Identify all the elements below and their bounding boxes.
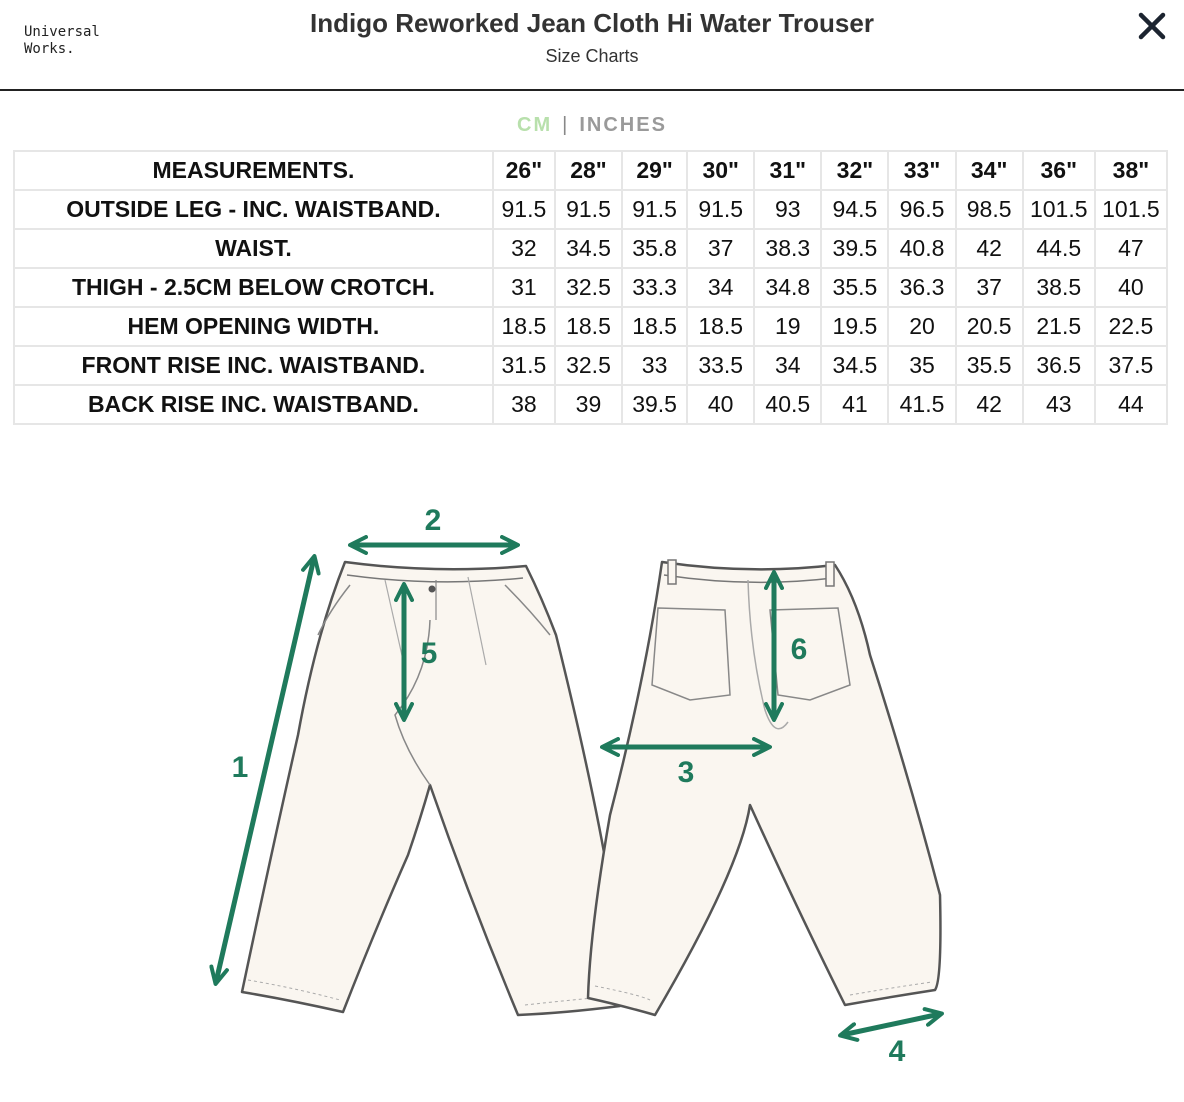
header-size: 34": [956, 151, 1023, 190]
measurement-label: OUTSIDE LEG - INC. WAISTBAND.: [14, 190, 493, 229]
measurement-label: WAIST.: [14, 229, 493, 268]
unit-separator: |: [562, 114, 570, 136]
measurement-value: 93: [754, 190, 821, 229]
measurement-value: 37.5: [1095, 346, 1167, 385]
label-2: 2: [424, 504, 442, 537]
measurement-value: 18.5: [555, 307, 622, 346]
table-header-row: [14, 151, 1167, 190]
measurement-value: 40.5: [754, 385, 821, 424]
measurement-value: 42: [956, 229, 1023, 268]
measurement-value: 35: [888, 346, 955, 385]
measurement-value: 34: [687, 268, 754, 307]
measurement-value: 39.5: [622, 385, 687, 424]
measurement-value: 39: [555, 385, 622, 424]
measurement-value: 38: [493, 385, 555, 424]
size-chart-table: [13, 150, 1168, 425]
table-row: [14, 307, 1167, 346]
measurement-value: 21.5: [1023, 307, 1095, 346]
table-row: [14, 229, 1167, 268]
measurement-value: 18.5: [622, 307, 687, 346]
unit-toggle: [0, 114, 1184, 137]
measurement-value: 40: [687, 385, 754, 424]
measurement-value: 35.8: [622, 229, 687, 268]
measurement-value: 34: [754, 346, 821, 385]
label-5: 5: [420, 637, 438, 670]
measurement-value: 31.5: [493, 346, 555, 385]
measurement-value: 33.3: [622, 268, 687, 307]
measurement-value: 40: [1095, 268, 1167, 307]
header-size: 29": [622, 151, 687, 190]
table-row: [14, 190, 1167, 229]
measurement-value: 91.5: [555, 190, 622, 229]
measurement-value: 101.5: [1023, 190, 1095, 229]
measurement-value: 19: [754, 307, 821, 346]
measurement-value: 33: [622, 346, 687, 385]
modal-subtitle: Size Charts: [545, 46, 639, 66]
measurement-value: 32.5: [555, 268, 622, 307]
trouser-measurement-diagram: [190, 490, 960, 1080]
measurement-value: 43: [1023, 385, 1095, 424]
measurement-value: 44: [1095, 385, 1167, 424]
measurement-value: 36.3: [888, 268, 955, 307]
table-row: [14, 346, 1167, 385]
measurement-value: 41.5: [888, 385, 955, 424]
label-3: 3: [677, 756, 695, 789]
measurement-value: 96.5: [888, 190, 955, 229]
measurement-label: HEM OPENING WIDTH.: [14, 307, 493, 346]
measurement-value: 39.5: [821, 229, 888, 268]
measurement-value: 37: [687, 229, 754, 268]
measurement-value: 37: [956, 268, 1023, 307]
measurement-value: 34.8: [754, 268, 821, 307]
measurement-value: 32.5: [555, 346, 622, 385]
measurement-value: 18.5: [687, 307, 754, 346]
measurement-value: 36.5: [1023, 346, 1095, 385]
measurement-value: 91.5: [622, 190, 687, 229]
label-6: 6: [790, 633, 808, 666]
header-measurements: MEASUREMENTS.: [14, 151, 493, 190]
measurement-label: THIGH - 2.5CM BELOW CROTCH.: [14, 268, 493, 307]
header-size: 30": [687, 151, 754, 190]
measurement-value: 20: [888, 307, 955, 346]
brand-logo: Universal Works.: [24, 24, 100, 57]
close-icon: [1134, 8, 1170, 44]
unit-cm-tab[interactable]: CM: [517, 114, 553, 136]
header-size: 33": [888, 151, 955, 190]
measurement-value: 38.3: [754, 229, 821, 268]
table-row: [14, 385, 1167, 424]
modal-header: [0, 0, 1184, 91]
header-size: 36": [1023, 151, 1095, 190]
front-trouser-illustration: [242, 562, 630, 1015]
measurement-value: 31: [493, 268, 555, 307]
measurement-value: 35.5: [821, 268, 888, 307]
label-4: 4: [888, 1035, 906, 1068]
measurement-label: FRONT RISE INC. WAISTBAND.: [14, 346, 493, 385]
unit-inches-tab[interactable]: INCHES: [579, 114, 667, 136]
measurement-value: 40.8: [888, 229, 955, 268]
header-size: 26": [493, 151, 555, 190]
label-1: 1: [231, 751, 249, 784]
measurement-value: 34.5: [821, 346, 888, 385]
measurement-label: BACK RISE INC. WAISTBAND.: [14, 385, 493, 424]
measurement-value: 41: [821, 385, 888, 424]
measurement-value: 38.5: [1023, 268, 1095, 307]
header-size: 38": [1095, 151, 1167, 190]
header-size: 28": [555, 151, 622, 190]
close-button[interactable]: [1134, 8, 1170, 44]
header-size: 31": [754, 151, 821, 190]
measurement-value: 22.5: [1095, 307, 1167, 346]
measurement-value: 19.5: [821, 307, 888, 346]
measurement-value: 47: [1095, 229, 1167, 268]
table-row: [14, 268, 1167, 307]
arrow-hem: [842, 1014, 940, 1035]
measurement-value: 94.5: [821, 190, 888, 229]
measurement-value: 42: [956, 385, 1023, 424]
back-trouser-illustration: [588, 560, 940, 1015]
measurement-value: 18.5: [493, 307, 555, 346]
measurement-value: 33.5: [687, 346, 754, 385]
measurement-value: 35.5: [956, 346, 1023, 385]
measurement-value: 91.5: [493, 190, 555, 229]
measurement-value: 20.5: [956, 307, 1023, 346]
measurement-value: 91.5: [687, 190, 754, 229]
measurement-value: 98.5: [956, 190, 1023, 229]
measurement-value: 101.5: [1095, 190, 1167, 229]
header-size: 32": [821, 151, 888, 190]
measurement-value: 34.5: [555, 229, 622, 268]
measurement-value: 44.5: [1023, 229, 1095, 268]
measurement-value: 32: [493, 229, 555, 268]
product-title: Indigo Reworked Jean Cloth Hi Water Trouser: [310, 8, 874, 38]
